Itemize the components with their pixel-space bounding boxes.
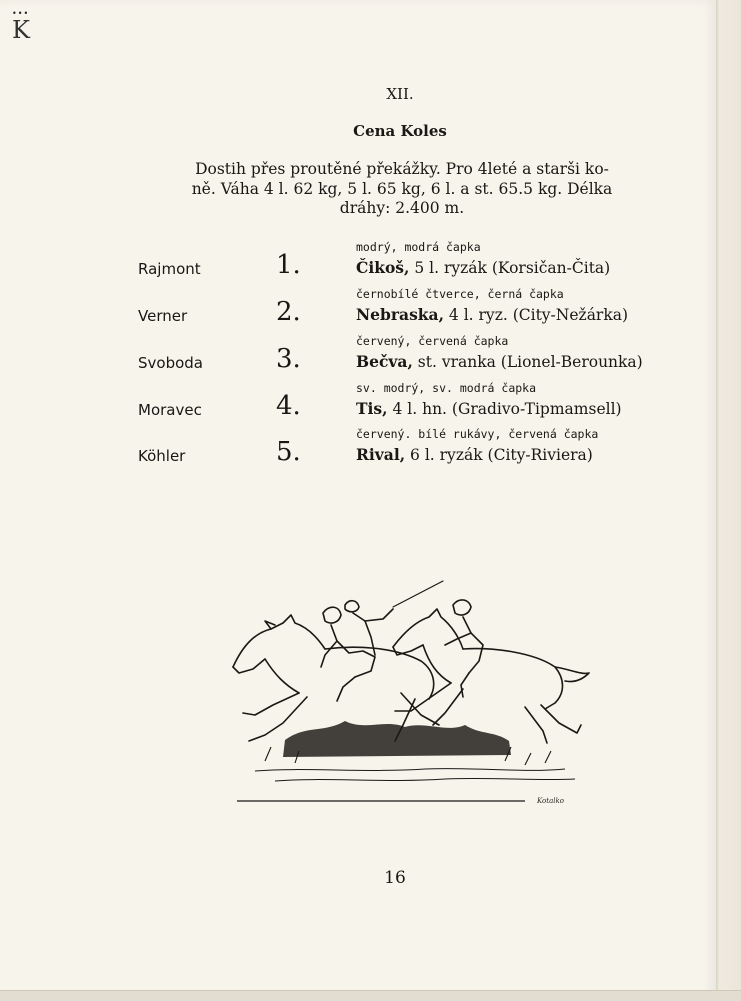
horse-name: Nebraska, (356, 305, 444, 324)
result-row (0, 287, 716, 333)
horse-info (356, 305, 628, 324)
horse-details: st. vranka (Lionel-Berounka) (417, 353, 643, 371)
horse-details: 5 l. ryzák (Korsičan-Čita) (414, 259, 611, 277)
race-title: Cena Koles (353, 122, 447, 140)
horse-info (356, 399, 622, 418)
description-line: Dostih přes proutěné překážky. Pro 4leté a starši ko- (195, 160, 609, 178)
racing-colors: černobílé čtverce, černá čapka (356, 287, 564, 301)
result-row (0, 240, 716, 286)
race-number: XII. (386, 85, 414, 103)
jockey-name: Verner (138, 307, 188, 325)
horse-name: Tis, (356, 399, 388, 418)
horse-details: 4 l. ryz. (City-Nežárka) (448, 306, 629, 324)
racing-colors: červený. bílé rukávy, červená čapka (356, 427, 599, 441)
horse-details: 6 l. ryzák (City-Riviera) (410, 446, 593, 464)
logo-dots: ••• (12, 9, 30, 18)
horse-details: 4 l. hn. (Gradivo-Tipmamsell) (392, 400, 622, 418)
finish-place: 3. (276, 344, 301, 374)
jockey-name: Moravec (138, 401, 202, 419)
horse-info (356, 352, 643, 371)
finish-place: 5. (276, 437, 301, 467)
result-row (0, 334, 716, 380)
result-row (0, 427, 716, 473)
jockey-name: Köhler (138, 447, 186, 465)
finish-place: 2. (276, 297, 301, 327)
race-description (178, 160, 626, 219)
racing-colors: modrý, modrá čapka (356, 240, 481, 254)
page-bottom-edge (0, 990, 741, 1001)
horse-name: Rival, (356, 445, 406, 464)
logo-letter: K (12, 16, 30, 44)
horse-name: Čikoš, (356, 258, 410, 277)
description-line: dráhy: 2.400 m. (339, 199, 465, 217)
horse-info (356, 258, 610, 277)
result-row (0, 381, 716, 427)
racing-colors: sv. modrý, sv. modrá čapka (356, 381, 537, 395)
publisher-logo (12, 10, 34, 48)
finish-place: 4. (276, 391, 301, 421)
jockey-name: Rajmont (138, 260, 201, 278)
jockey-name: Svoboda (138, 354, 203, 372)
horse-name: Bečva, (356, 352, 413, 371)
racing-colors: červený, červená čapka (356, 334, 509, 348)
description-line: ně. Váha 4 l. 62 kg, 5 l. 65 kg, 6 l. a st. 65.5 kg. Délka (191, 179, 613, 198)
steeplechase-illustration (225, 575, 595, 810)
page-number: 16 (384, 868, 406, 888)
horse-info (356, 445, 593, 464)
finish-place: 1. (276, 250, 301, 280)
next-page-edge (716, 0, 741, 1000)
artist-signature: Kotalko (537, 797, 564, 805)
